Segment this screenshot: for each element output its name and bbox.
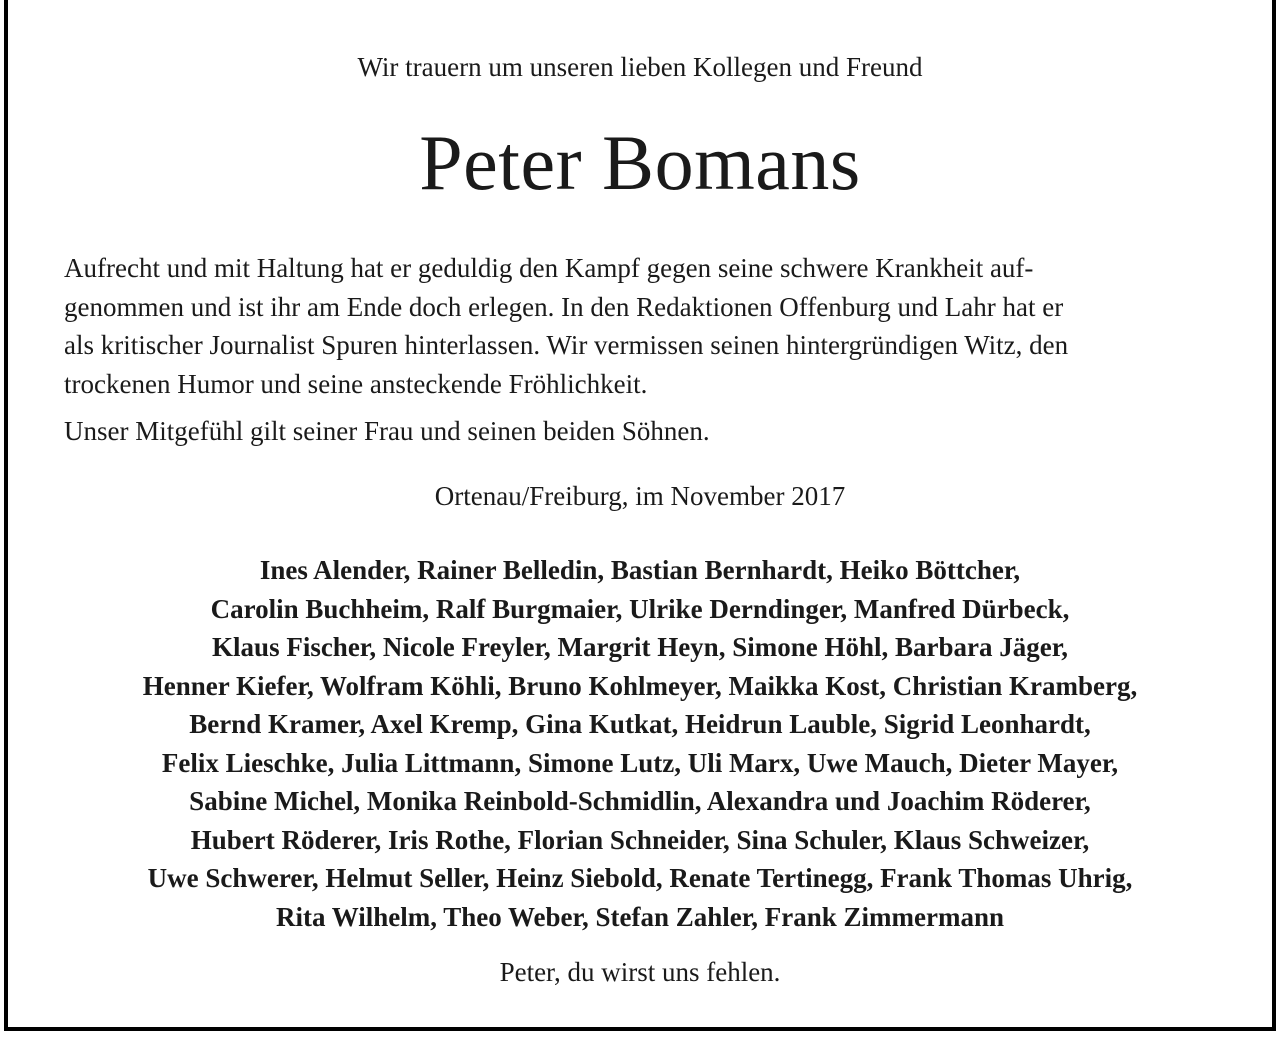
signatories-line: Bernd Kramer, Axel Kremp, Gina Kutkat, Heidrun Lauble, Sigrid Leonhardt, xyxy=(189,709,1091,739)
signatories-line: Rita Wilhelm, Theo Weber, Stefan Zahler, Frank Zimmermann xyxy=(275,901,1005,932)
signatories-line: Ines Alender, Rainer Belledin, Bastian Bernhardt, Heiko Böttcher, xyxy=(259,555,1021,585)
signatories-line: Hubert Röderer, Iris Rothe, Florian Schneider, Sina Schuler, Klaus Schweizer, xyxy=(190,824,1090,855)
intro-line: Wir trauern um unseren lieben Kollegen und Freund xyxy=(357,52,923,82)
signatories-line: Sabine Michel, Monika Reinbold-Schmidlin, Alexandra und Joachim Röderer, xyxy=(189,786,1091,816)
signatories-list xyxy=(48,551,1232,936)
signatories-line: Uwe Schwerer, Helmut Seller, Heinz Siebold, Renate Tertinegg, Frank Thomas Uhrig, xyxy=(147,863,1133,893)
obituary-notice xyxy=(4,0,1276,1031)
signatories-line: Klaus Fischer, Nicole Freyler, Margrit Heyn, Simone Höhl, Barbara Jäger, xyxy=(212,632,1068,662)
body-line: genommen und ist ihr am Ende doch erlegen. In den Redaktionen Offenburg und Lahr hat er xyxy=(64,291,1064,322)
body-line: als kritischer Journalist Spuren hinterlassen. Wir vermissen seinen hintergründigen Witz, den xyxy=(64,330,1069,360)
signatories-line: Felix Lieschke, Julia Littmann, Simone Lutz, Uli Marx, Uwe Mauch, Dieter Mayer, xyxy=(161,747,1119,778)
deceased-name: Peter Bomans xyxy=(419,119,861,206)
place-date: Ortenau/Freiburg, im November 2017 xyxy=(434,481,846,511)
body-paragraph xyxy=(64,249,1220,403)
signatories-line: Henner Kiefer, Wolfram Köhli, Bruno Kohlmeyer, Maikka Kost, Christian Kramberg, xyxy=(142,670,1138,701)
closing-line: Peter, du wirst uns fehlen. xyxy=(499,957,781,987)
body-line: trockenen Humor und seine ansteckende Fröhlichkeit. xyxy=(64,368,648,399)
body-line: Aufrecht und mit Haltung hat er geduldig den Kampf gegen seine schwere Krankheit auf- xyxy=(64,253,1034,283)
signatories-line: Carolin Buchheim, Ralf Burgmaier, Ulrike Derndinger, Manfred Dürbeck, xyxy=(210,593,1070,624)
condolence-line: Unser Mitgefühl gilt seiner Frau und seinen beiden Söhnen. xyxy=(64,416,710,446)
